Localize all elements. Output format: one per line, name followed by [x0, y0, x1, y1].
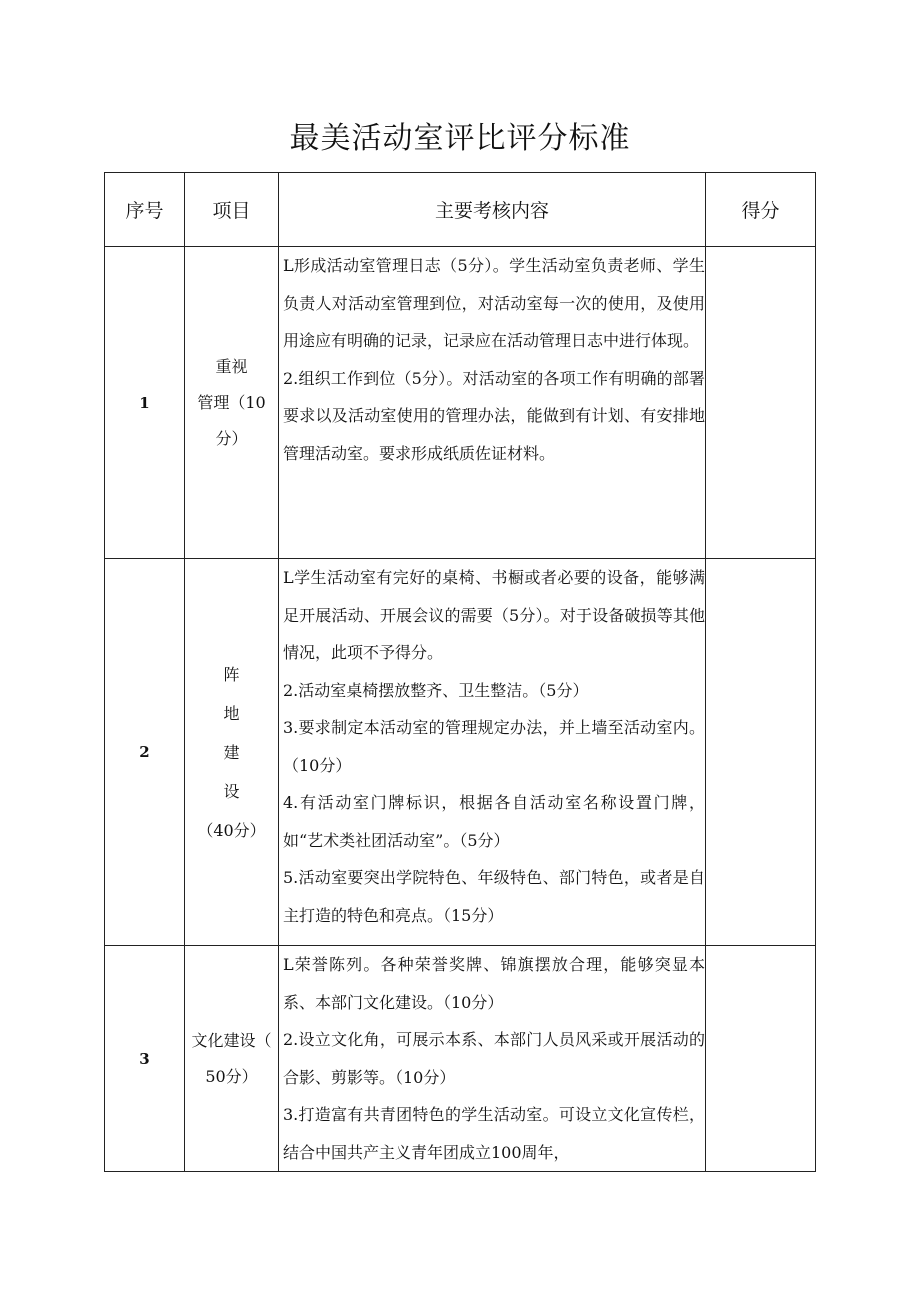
criterion-text: 2.组织工作到位（5分）。对活动室的各项工作有明确的部署要求以及活动室使用的管理办法，能做到有计划、有安排地管理活动室。要求形成纸质佐证材料。	[283, 368, 705, 463]
item-line: （40分）	[197, 820, 266, 840]
criterion-text: 4.有活动室门牌标识，根据各自活动室名称设置门牌，如“艺术类社团活动室”。（5分）	[283, 793, 705, 850]
table-row	[105, 247, 816, 559]
score-cell[interactable]	[706, 247, 816, 559]
header-content: 主要考核内容	[279, 173, 706, 247]
row-number: 1	[105, 247, 185, 559]
criterion-text: 3.要求制定本活动室的管理规定办法，并上墙至活动室内。（10分）	[283, 718, 705, 775]
row-content	[279, 247, 706, 559]
table-header-row	[105, 173, 816, 247]
item-line: 地	[223, 703, 240, 723]
score-cell[interactable]	[706, 946, 816, 1172]
row-item	[185, 946, 279, 1172]
row-item	[185, 247, 279, 559]
row-number: 2	[105, 559, 185, 946]
item-line: 50分）	[205, 1066, 258, 1086]
header-score: 得分	[706, 173, 816, 247]
item-line: 阵	[223, 664, 240, 684]
criterion-text: L荣誉陈列。各种荣誉奖牌、锦旗摆放合理，能够突显本系、本部门文化建设。（10分）	[283, 955, 705, 1012]
header-item: 项目	[185, 173, 279, 247]
criterion-text: 2.活动室桌椅摆放整齐、卫生整洁。（5分）	[283, 680, 589, 700]
row-item	[185, 559, 279, 946]
table-row	[105, 559, 816, 946]
item-line: 分）	[215, 428, 248, 448]
row-content	[279, 559, 706, 946]
table-row	[105, 946, 816, 1172]
item-line: 管理（10	[197, 392, 266, 412]
criterion-text: 2.设立文化角，可展示本系、本部门人员风采或开展活动的合影、剪影等。（10分）	[283, 1030, 705, 1087]
criterion-text: L形成活动室管理日志（5分）。学生活动室负责老师、学生负责人对活动室管理到位，对活动室每一次的使用，及使用用途应有明确的记录，记录应在活动管理日志中进行体现。	[283, 256, 705, 350]
header-number: 序号	[105, 173, 185, 247]
item-line: 文化建设（	[191, 1030, 272, 1050]
criterion-text: 3.打造富有共青团特色的学生活动室。可设立文化宣传栏，结合中国共产主义青年团成立100周年，	[283, 1105, 705, 1162]
criterion-text: 5.活动室要突出学院特色、年级特色、部门特色，或者是自主打造的特色和亮点。（15分）	[283, 868, 705, 925]
criterion-text: L学生活动室有完好的桌椅、书橱或者必要的设备，能够满足开展活动、开展会议的需要（5分）。对于设备破损等其他情况，此项不予得分。	[283, 568, 705, 662]
item-line: 重视	[215, 356, 248, 376]
score-cell[interactable]	[706, 559, 816, 946]
item-line: 设	[223, 781, 240, 801]
scoring-table	[104, 172, 816, 1172]
item-line: 建	[223, 742, 240, 762]
row-content	[279, 946, 706, 1172]
row-number: 3	[105, 946, 185, 1172]
page-title: 最美活动室评比评分标准	[289, 121, 631, 156]
